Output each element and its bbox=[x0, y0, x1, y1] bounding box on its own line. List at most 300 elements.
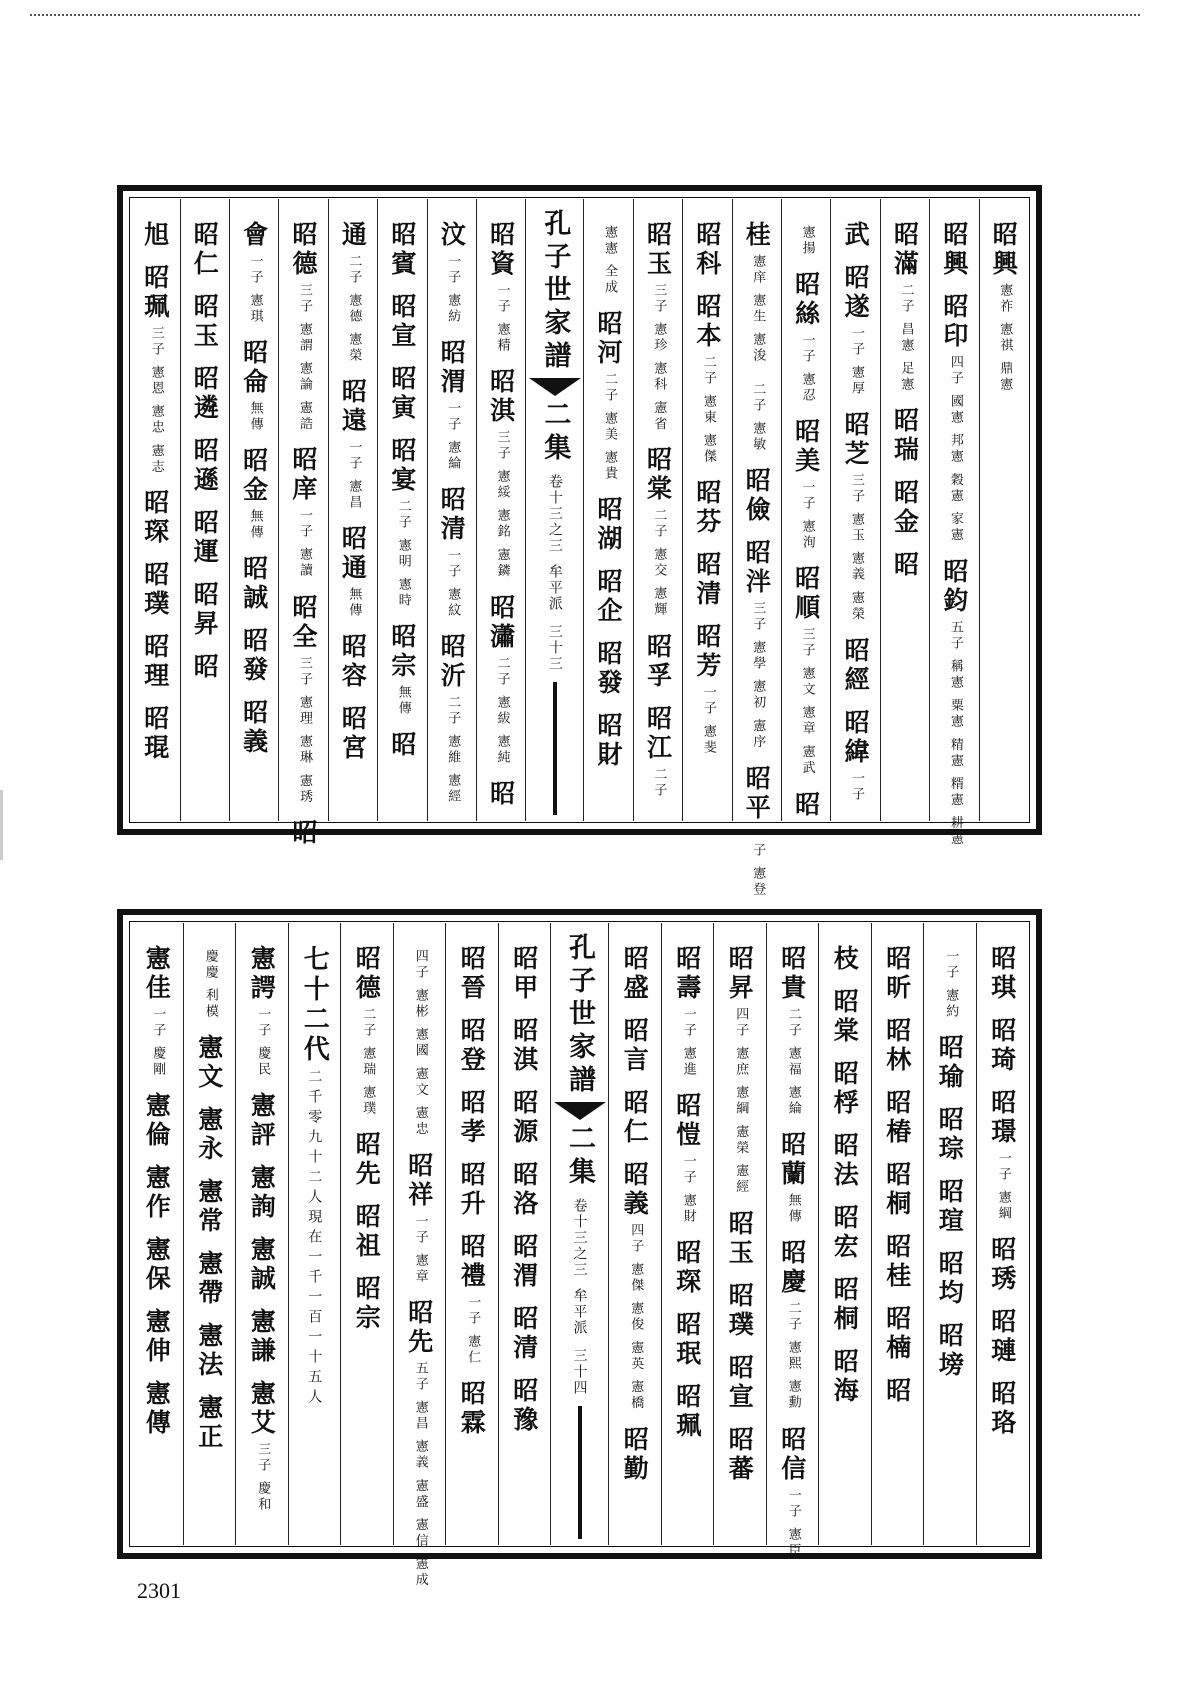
person-entry bbox=[289, 818, 319, 848]
person-name: 昭芳 bbox=[692, 623, 722, 682]
person-entry bbox=[987, 1380, 1017, 1439]
person-entry bbox=[190, 365, 220, 423]
person-entry bbox=[777, 1425, 807, 1559]
person-name: 昭愷 bbox=[672, 1092, 702, 1151]
person-entry bbox=[643, 446, 673, 619]
person-entry bbox=[247, 1236, 277, 1295]
person-entry bbox=[239, 699, 269, 758]
descendant-note: 一子 bbox=[849, 770, 865, 803]
person-entry bbox=[387, 365, 417, 423]
person-name: 旭 bbox=[140, 221, 170, 250]
genealogy-column bbox=[781, 199, 830, 821]
person-entry bbox=[791, 271, 821, 405]
person-entry bbox=[725, 1353, 755, 1412]
person-entry bbox=[140, 705, 170, 764]
person-entry bbox=[289, 221, 319, 433]
person-entry bbox=[882, 1089, 912, 1147]
person-name: 昭昕 bbox=[882, 945, 912, 1003]
person-name: 昭孝 bbox=[457, 1089, 487, 1147]
person-name: 昭財 bbox=[594, 712, 624, 771]
person-entry bbox=[692, 551, 722, 610]
person-entry bbox=[890, 551, 920, 581]
person-name: 昭芬 bbox=[692, 479, 722, 538]
person-entry bbox=[692, 221, 722, 279]
genealogy-column bbox=[880, 199, 929, 821]
person-entry bbox=[338, 378, 368, 512]
person-name: 昭登 bbox=[457, 1017, 487, 1075]
person-entry bbox=[594, 310, 624, 483]
person-entry bbox=[140, 633, 170, 692]
descendant-note: 無傳 bbox=[346, 587, 362, 620]
person-name: 昭源 bbox=[509, 1089, 539, 1147]
person-name: 憲帶 bbox=[194, 1250, 224, 1309]
descendant-note: 二子 憲瑞 憲璞 bbox=[360, 1007, 376, 1118]
descendant-note: 一子 憲財 bbox=[680, 1154, 696, 1226]
person-name: 昭興 bbox=[939, 221, 969, 279]
person-entry bbox=[457, 1089, 487, 1147]
person-entry bbox=[830, 1204, 860, 1262]
person-name: 昭塝 bbox=[935, 1322, 965, 1381]
person-entry bbox=[190, 581, 220, 639]
spine-column bbox=[550, 923, 608, 1545]
person-entry bbox=[601, 221, 616, 296]
spine-title: 孔子世家譜 bbox=[539, 209, 571, 374]
person-name: 昭印 bbox=[939, 293, 969, 351]
descendant-note: 四子 憲傑 憲俊 憲英 憲橋 bbox=[628, 1223, 644, 1412]
person-name: 昭瑄 bbox=[935, 1178, 965, 1237]
person-name: 昭宗 bbox=[352, 1275, 382, 1334]
genealogy-column bbox=[498, 923, 551, 1545]
person-entry bbox=[777, 945, 807, 1118]
person-name: 昭琪 bbox=[987, 945, 1017, 1003]
person-entry bbox=[672, 945, 702, 1079]
person-name: 昭遠 bbox=[338, 378, 368, 437]
person-name: 昭容 bbox=[338, 633, 368, 692]
person-entry bbox=[140, 221, 170, 250]
spine-collection: 二集 bbox=[564, 1124, 595, 1190]
person-entry bbox=[935, 1322, 965, 1381]
person-name: 昭義 bbox=[620, 1161, 650, 1219]
genealogy-column bbox=[976, 923, 1029, 1545]
person-entry bbox=[239, 447, 269, 542]
descendant-note: 一子 憲斐 bbox=[700, 685, 716, 757]
person-entry bbox=[190, 653, 220, 682]
spine-arrow-icon bbox=[554, 1102, 606, 1120]
descendant-note: 一子 憲進 bbox=[680, 1007, 696, 1079]
spine-volume: 卷十三之三 bbox=[546, 474, 563, 554]
person-name: 昭 bbox=[890, 551, 920, 581]
person-name: 昭蕃 bbox=[725, 1425, 755, 1484]
person-entry bbox=[387, 623, 417, 718]
person-name: 憲佳 bbox=[142, 945, 172, 1003]
genealogy-column bbox=[427, 199, 476, 821]
person-name: 昭德 bbox=[352, 945, 382, 1003]
person-entry bbox=[289, 446, 319, 580]
genealogy-column bbox=[476, 199, 525, 821]
descendant-note: 四子 憲庶 憲綱 憲榮 憲經 bbox=[733, 1007, 749, 1196]
person-name: 昭瑜 bbox=[935, 1034, 965, 1093]
person-entry bbox=[987, 1089, 1017, 1223]
descendant-note: 三子 憲綏 憲銘 憲鏻 bbox=[494, 430, 510, 580]
person-name: 昭先 bbox=[404, 1298, 434, 1357]
person-entry bbox=[412, 945, 427, 1138]
person-name: 昭清 bbox=[437, 486, 467, 545]
person-name: 昭侖 bbox=[239, 339, 269, 398]
genealogy-column bbox=[979, 199, 1028, 821]
person-name: 昭經 bbox=[841, 636, 871, 695]
person-name: 憲誠 bbox=[247, 1236, 277, 1295]
person-entry bbox=[194, 1250, 224, 1309]
descendant-note: 四子 國憲 邦憲 穀憲 家憲 bbox=[947, 355, 963, 544]
descendant-note: 無傳 bbox=[785, 1193, 801, 1226]
descendant-note: 二子 憲交 憲輝 bbox=[651, 508, 667, 619]
genealogy-column bbox=[340, 923, 393, 1545]
person-name: 昭宏 bbox=[830, 1204, 860, 1262]
person-entry bbox=[742, 539, 772, 751]
person-entry bbox=[247, 1092, 277, 1151]
person-name: 昭盛 bbox=[620, 945, 650, 1003]
person-name: 昭金 bbox=[890, 479, 920, 538]
person-name: 昭發 bbox=[594, 640, 624, 699]
person-name: 桂 bbox=[742, 221, 772, 250]
person-name: 昭琇 bbox=[987, 1236, 1017, 1295]
person-entry bbox=[987, 1236, 1017, 1295]
person-name: 昭滿 bbox=[890, 221, 920, 279]
person-name: 昭仁 bbox=[190, 221, 220, 279]
person-name: 昭桐 bbox=[830, 1276, 860, 1334]
generation-entry bbox=[299, 945, 330, 1409]
generation-header bbox=[288, 923, 341, 1545]
person-name: 昭美 bbox=[791, 418, 821, 477]
person-name: 昭絲 bbox=[791, 271, 821, 329]
person-entry bbox=[352, 1203, 382, 1262]
person-name: 昭言 bbox=[620, 1017, 650, 1075]
person-entry bbox=[387, 731, 417, 761]
person-entry bbox=[338, 221, 368, 365]
descendant-note: 二子 憲明 憲時 bbox=[395, 499, 411, 610]
person-entry bbox=[142, 1092, 172, 1151]
person-name: 憲常 bbox=[194, 1178, 224, 1237]
person-entry bbox=[882, 1017, 912, 1075]
person-name: 昭琮 bbox=[935, 1106, 965, 1165]
person-name: 汶 bbox=[437, 221, 467, 250]
person-entry bbox=[830, 1348, 860, 1406]
person-name: 憲永 bbox=[194, 1106, 224, 1165]
descendant-note: 一子 憲登 bbox=[750, 826, 766, 898]
person-entry bbox=[486, 779, 516, 809]
person-entry bbox=[239, 221, 269, 326]
person-entry bbox=[338, 705, 368, 764]
person-entry bbox=[352, 945, 382, 1118]
descendant-note: 二子 憲維 憲經 bbox=[445, 695, 461, 806]
person-name: 昭誠 bbox=[239, 555, 269, 614]
descendant-note: 一子 慶剛 bbox=[150, 1007, 166, 1079]
person-name: 昭豫 bbox=[509, 1377, 539, 1435]
person-entry bbox=[247, 1380, 277, 1514]
person-entry bbox=[437, 633, 467, 806]
person-name: 昭沂 bbox=[437, 633, 467, 692]
person-entry bbox=[190, 437, 220, 495]
person-entry bbox=[890, 221, 920, 394]
person-entry bbox=[509, 1089, 539, 1147]
person-name: 昭宣 bbox=[725, 1353, 755, 1412]
person-name: 昭運 bbox=[190, 509, 220, 567]
spine-branch: 牟平派 bbox=[571, 1288, 588, 1336]
person-entry bbox=[841, 411, 871, 623]
person-name: 昭遂 bbox=[841, 264, 871, 322]
descendant-note: 五子 憲昌 憲義 憲盛 憲信 憲成 bbox=[412, 1360, 428, 1589]
person-name: 昭宗 bbox=[387, 623, 417, 682]
person-entry bbox=[672, 1311, 702, 1370]
person-entry bbox=[882, 1377, 912, 1406]
person-name: 昭桐 bbox=[882, 1161, 912, 1219]
person-entry bbox=[594, 712, 624, 771]
person-entry bbox=[939, 293, 969, 544]
genealogy-column bbox=[923, 923, 976, 1545]
person-entry bbox=[509, 1161, 539, 1219]
person-entry bbox=[140, 264, 170, 476]
person-entry bbox=[935, 1178, 965, 1237]
person-name: 昭禮 bbox=[457, 1233, 487, 1291]
person-entry bbox=[190, 509, 220, 567]
person-name: 昭宣 bbox=[387, 293, 417, 351]
descendant-note: 一子 憲臣 bbox=[785, 1487, 801, 1559]
person-name: 昭林 bbox=[882, 1017, 912, 1075]
genealogy-column bbox=[445, 923, 498, 1545]
person-name: 昭璞 bbox=[140, 561, 170, 620]
person-entry bbox=[987, 945, 1017, 1003]
person-entry bbox=[890, 407, 920, 466]
person-entry bbox=[942, 945, 957, 1020]
person-entry bbox=[194, 1178, 224, 1237]
descendant-note: 一子 憲仁 bbox=[465, 1295, 481, 1367]
person-entry bbox=[190, 293, 220, 351]
person-entry bbox=[725, 1209, 755, 1268]
person-entry bbox=[239, 627, 269, 686]
descendant-note: 二子 bbox=[651, 766, 667, 799]
descendant-note: 一子 憲約 bbox=[943, 949, 959, 1021]
descendant-note: 一子 憲厚 bbox=[849, 326, 865, 398]
person-entry bbox=[692, 623, 722, 757]
person-entry bbox=[457, 1017, 487, 1075]
person-entry bbox=[791, 790, 821, 820]
person-entry bbox=[830, 1276, 860, 1334]
genealogy-column bbox=[661, 923, 714, 1545]
person-entry bbox=[692, 293, 722, 466]
generation-count: 二千零九十二人現在一千一百一十五人 bbox=[306, 1069, 323, 1409]
person-name: 昭慶 bbox=[777, 1239, 807, 1298]
person-name: 昭渭 bbox=[437, 339, 467, 398]
genealogy-column bbox=[713, 923, 766, 1545]
person-name: 昭緯 bbox=[841, 708, 871, 767]
person-name: 昭 bbox=[190, 653, 220, 682]
person-entry bbox=[194, 1106, 224, 1165]
descendant-note: 一子 憲忍 bbox=[799, 333, 815, 405]
descendant-note: 一子 憲讀 bbox=[296, 508, 312, 580]
person-name: 昭清 bbox=[509, 1305, 539, 1363]
person-entry bbox=[830, 945, 860, 974]
person-entry bbox=[841, 708, 871, 803]
person-name: 昭興 bbox=[989, 221, 1019, 279]
person-entry bbox=[352, 1275, 382, 1334]
person-entry bbox=[194, 1034, 224, 1093]
person-name: 昭貴 bbox=[777, 945, 807, 1003]
person-name: 昭遴 bbox=[190, 365, 220, 423]
person-entry bbox=[725, 1425, 755, 1484]
person-entry bbox=[594, 640, 624, 699]
person-entry bbox=[620, 1161, 650, 1412]
person-name: 昭全 bbox=[289, 593, 319, 652]
person-name: 通 bbox=[338, 221, 368, 250]
person-name: 昭晉 bbox=[457, 945, 487, 1003]
genealogy-column bbox=[633, 199, 682, 821]
person-name: 昭升 bbox=[457, 1161, 487, 1219]
person-name: 昭儉 bbox=[742, 467, 772, 526]
descendant-note: 憲祚 憲祺 鼎憲 bbox=[997, 283, 1013, 394]
person-entry bbox=[987, 1308, 1017, 1367]
person-name: 昭祖 bbox=[352, 1203, 382, 1262]
person-entry bbox=[643, 221, 673, 433]
person-entry bbox=[841, 221, 871, 250]
spine-volume: 卷十三之三 bbox=[571, 1198, 588, 1278]
person-name: 昭平 bbox=[742, 764, 772, 823]
person-entry bbox=[140, 489, 170, 548]
genealogy-column bbox=[235, 923, 288, 1545]
person-name: 昭仁 bbox=[620, 1089, 650, 1147]
person-entry bbox=[486, 593, 516, 766]
person-name: 昭義 bbox=[239, 699, 269, 758]
person-entry bbox=[142, 1236, 172, 1295]
person-name: 昭棠 bbox=[643, 446, 673, 505]
person-name: 昭洛 bbox=[509, 1161, 539, 1219]
descendant-note: 三子 憲文 憲章 憲武 bbox=[799, 627, 815, 777]
person-name: 昭珮 bbox=[672, 1383, 702, 1442]
genealogy-column bbox=[328, 199, 377, 821]
genealogy-page-upper bbox=[117, 185, 1042, 898]
person-entry bbox=[841, 264, 871, 398]
person-name: 昭璉 bbox=[987, 1308, 1017, 1367]
person-entry bbox=[338, 525, 368, 620]
spine-arrow-icon bbox=[529, 378, 581, 396]
person-name: 會 bbox=[239, 221, 269, 250]
descendant-note: 憲憲 全成 bbox=[602, 225, 618, 297]
person-name: 憲保 bbox=[142, 1236, 172, 1295]
person-entry bbox=[882, 945, 912, 1003]
descendant-note: 二子 昌憲 足憲 bbox=[898, 283, 914, 394]
person-name: 昭企 bbox=[594, 568, 624, 627]
person-name: 昭桂 bbox=[882, 1233, 912, 1291]
person-entry bbox=[239, 339, 269, 434]
person-name: 憲謙 bbox=[247, 1308, 277, 1367]
descendant-note: 無傳 bbox=[247, 509, 263, 542]
person-name: 昭昇 bbox=[190, 581, 220, 639]
person-name: 昭庠 bbox=[289, 446, 319, 505]
person-entry bbox=[509, 945, 539, 1003]
column-container bbox=[131, 923, 1028, 1589]
person-entry bbox=[692, 479, 722, 538]
person-name: 昭清 bbox=[692, 551, 722, 610]
column-container bbox=[131, 199, 1028, 898]
genealogy-column bbox=[377, 199, 426, 821]
descendant-note: 一子 憲洵 bbox=[799, 480, 815, 552]
person-entry bbox=[202, 945, 217, 1020]
person-entry bbox=[509, 1377, 539, 1435]
person-entry bbox=[989, 221, 1019, 394]
generation-label: 七十二代 bbox=[299, 945, 330, 1065]
descendant-note: 憲庠 憲生 憲浚 bbox=[750, 254, 766, 365]
descendant-note: 一子 憲精 bbox=[494, 283, 510, 355]
person-name: 昭均 bbox=[935, 1250, 965, 1309]
person-name: 昭寅 bbox=[387, 365, 417, 423]
person-name: 昭海 bbox=[830, 1348, 860, 1406]
person-name: 昭 bbox=[486, 779, 516, 809]
person-name: 昭椿 bbox=[882, 1089, 912, 1147]
person-entry bbox=[194, 1322, 224, 1381]
person-entry bbox=[437, 221, 467, 326]
person-entry bbox=[935, 1034, 965, 1093]
person-entry bbox=[830, 988, 860, 1046]
person-name: 憲評 bbox=[247, 1092, 277, 1151]
descendant-note: 一子 憲綸 bbox=[445, 401, 461, 473]
person-entry bbox=[194, 1394, 224, 1453]
person-name: 昭信 bbox=[777, 1425, 807, 1484]
person-entry bbox=[935, 1250, 965, 1309]
person-entry bbox=[387, 221, 417, 279]
person-name: 昭淇 bbox=[486, 368, 516, 427]
descendant-note: 五子 稱憲 粟憲 精憲 糈憲 耕憲 bbox=[947, 619, 963, 848]
person-name: 昭通 bbox=[338, 525, 368, 584]
scan-edge-mark bbox=[0, 790, 3, 860]
person-entry bbox=[987, 1017, 1017, 1075]
genealogy-column bbox=[766, 923, 819, 1559]
person-name: 昭宴 bbox=[387, 437, 417, 495]
person-entry bbox=[486, 221, 516, 355]
person-name: 昭瑞 bbox=[890, 407, 920, 466]
person-entry bbox=[437, 339, 467, 473]
genealogy-column bbox=[393, 923, 446, 1589]
person-name: 昭資 bbox=[486, 221, 516, 279]
person-entry bbox=[509, 1305, 539, 1363]
person-entry bbox=[749, 378, 764, 453]
person-name: 昭玉 bbox=[643, 221, 673, 279]
descendant-note: 三子 憲玉 憲義 憲榮 bbox=[849, 473, 865, 623]
descendant-note: 一子 憲紋 bbox=[445, 548, 461, 620]
person-entry bbox=[643, 632, 673, 691]
person-name: 昭淇 bbox=[509, 1017, 539, 1075]
person-entry bbox=[509, 1017, 539, 1075]
person-entry bbox=[594, 568, 624, 627]
person-name: 昭渭 bbox=[509, 1233, 539, 1291]
descendant-note: 無傳 bbox=[395, 685, 411, 718]
person-name: 昭棠 bbox=[830, 988, 860, 1046]
genealogy-column bbox=[682, 199, 731, 821]
person-entry bbox=[935, 1106, 965, 1165]
person-name: 昭湖 bbox=[594, 496, 624, 555]
spine-page: 三十三 bbox=[546, 624, 563, 672]
person-entry bbox=[672, 1092, 702, 1226]
person-entry bbox=[643, 704, 673, 799]
person-entry bbox=[939, 221, 969, 279]
person-name: 昭發 bbox=[239, 627, 269, 686]
person-name: 憲艾 bbox=[247, 1380, 277, 1439]
descendant-note: 二子 憲福 憲綸 bbox=[785, 1007, 801, 1118]
person-name: 昭鈞 bbox=[939, 557, 969, 616]
person-name: 昭河 bbox=[594, 310, 624, 369]
descendant-note: 一子 憲紡 bbox=[445, 254, 461, 326]
person-entry bbox=[338, 633, 368, 692]
person-entry bbox=[799, 221, 814, 257]
person-name: 昭理 bbox=[140, 633, 170, 692]
